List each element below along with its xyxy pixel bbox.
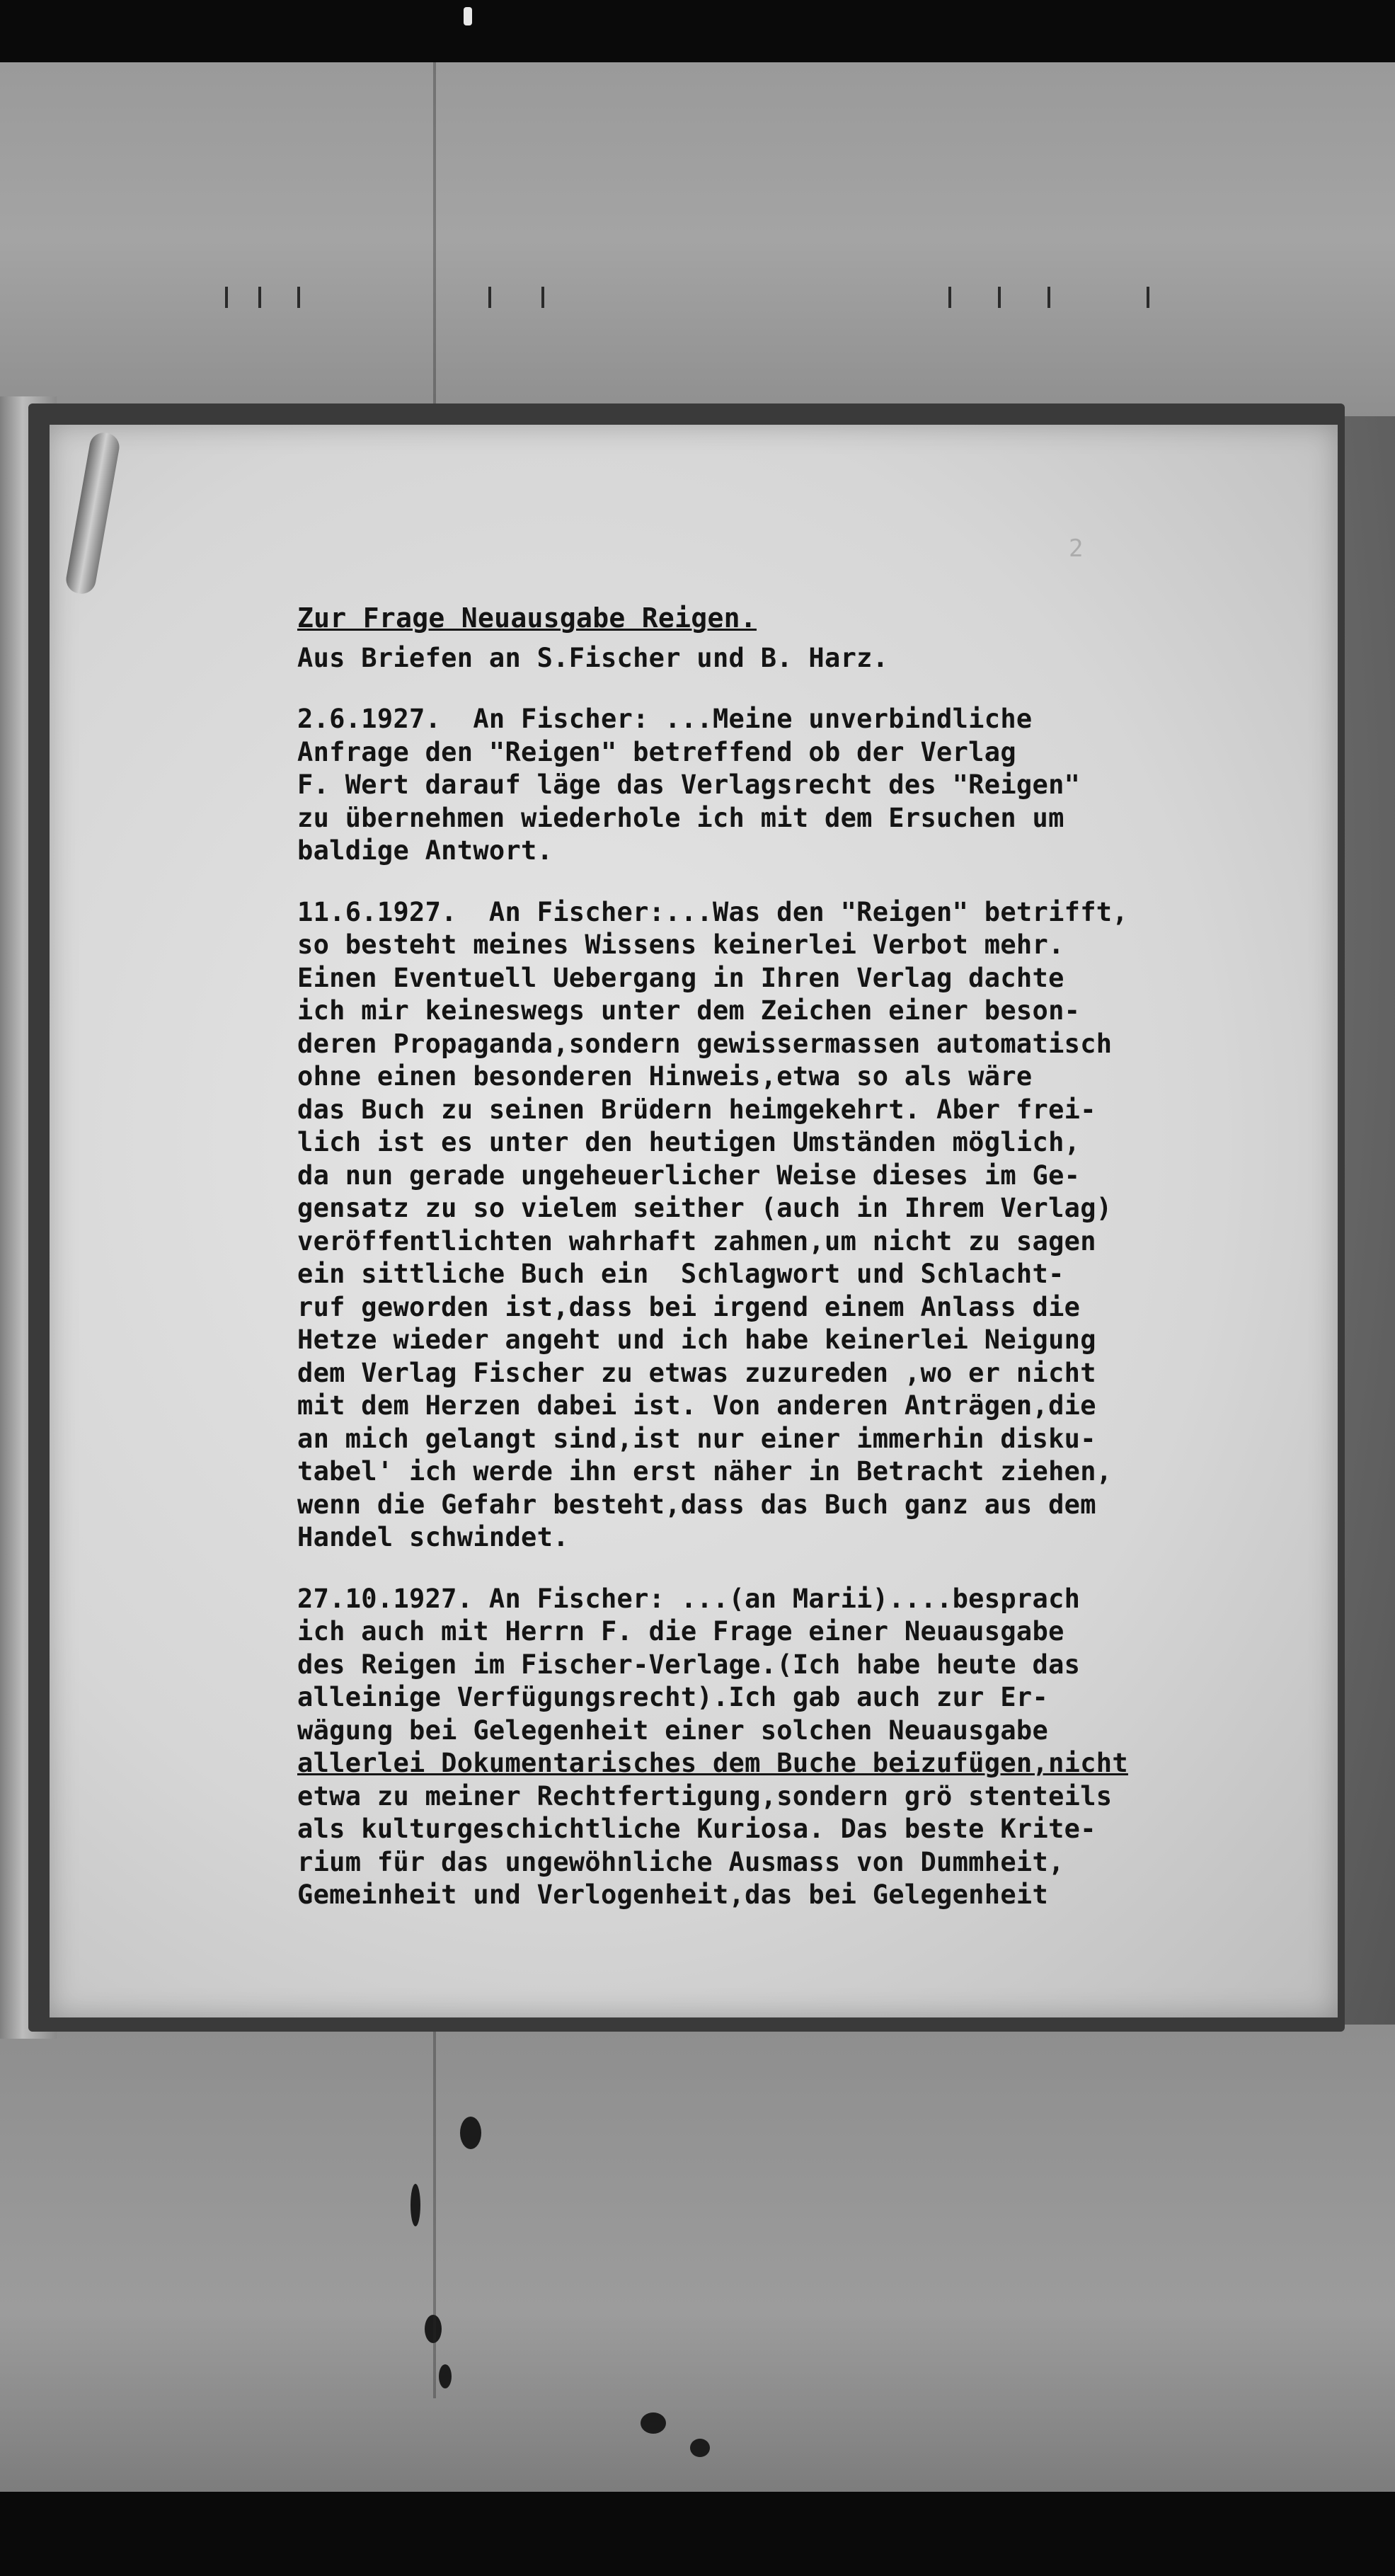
ink-stain bbox=[690, 2439, 710, 2457]
text-line: ich auch mit Herrn F. die Frage einer Neuausgabe bbox=[297, 1616, 1064, 1647]
text-line: alleinige Verfügungsrecht).Ich gab auch zur Er- bbox=[297, 1682, 1049, 1712]
text-line: deren Propaganda,sondern gewissermassen automatisch bbox=[297, 1028, 1113, 1059]
text-line: Gemeinheit und Verlogenheit,das bei Gelegenheit bbox=[297, 1879, 1049, 1910]
scan-mark bbox=[464, 7, 472, 25]
letter-entry-1 bbox=[297, 703, 1288, 868]
underlying-sheet-top bbox=[0, 62, 1395, 416]
text-line: allerlei Dokumentarisches dem Buche beizufügen,nicht bbox=[297, 1748, 1128, 1778]
ink-stain bbox=[411, 2184, 420, 2226]
text-line: ruf geworden ist,dass bei irgend einem Anlass die bbox=[297, 1291, 1081, 1322]
text-line: tabel' ich werde ihn erst näher in Betracht ziehen, bbox=[297, 1456, 1113, 1487]
text-line: veröffentlichten wahrhaft zahmen,um nicht zu sagen bbox=[297, 1225, 1096, 1256]
underlying-sheet-bottom bbox=[0, 2025, 1395, 2506]
sheet-mark bbox=[541, 287, 544, 308]
text-line: als kulturgeschichtliche Kuriosa. Das beste Krite- bbox=[297, 1814, 1096, 1844]
document-title: Zur Frage Neuausgabe Reigen. bbox=[297, 602, 757, 634]
text-line: zu übernehmen wiederhole ich mit dem Ersuchen um bbox=[297, 802, 1064, 833]
sheet-mark bbox=[297, 287, 300, 308]
text-line: 27.10.1927. An Fischer: ...(an Marii)....besprach bbox=[297, 1583, 1081, 1614]
document-body bbox=[297, 602, 1288, 1940]
ink-stain bbox=[460, 2117, 481, 2149]
text-line: gensatz zu so vielem seither (auch in Ihrem Verlag) bbox=[297, 1193, 1113, 1223]
text-line: Handel schwindet. bbox=[297, 1522, 569, 1552]
text-line: an mich gelangt sind,ist nur einer immerhin disku- bbox=[297, 1423, 1096, 1454]
sheet-mark bbox=[225, 287, 228, 308]
text-line: 11.6.1927. An Fischer:...Was den "Reigen" betrifft, bbox=[297, 896, 1128, 927]
text-line: lich ist es unter den heutigen Umständen möglich, bbox=[297, 1127, 1081, 1157]
text-line: Anfrage den "Reigen" betreffend ob der Verlag bbox=[297, 736, 1016, 767]
sheet-mark bbox=[488, 287, 491, 308]
sheet-mark bbox=[258, 287, 261, 308]
text-line: 2.6.1927. An Fischer: ...Meine unverbindliche bbox=[297, 704, 1033, 734]
text-line: mit dem Herzen dabei ist. Von anderen Anträgen,die bbox=[297, 1390, 1096, 1421]
letter-entry-2 bbox=[297, 896, 1288, 1555]
ink-stain bbox=[641, 2412, 666, 2434]
text-line: Hetze wieder angeht und ich habe keinerlei Neigung bbox=[297, 1324, 1096, 1355]
text-line: dem Verlag Fischer zu etwas zuzureden ,wo er nicht bbox=[297, 1357, 1096, 1388]
letter-entry-3 bbox=[297, 1583, 1288, 1912]
sheet-mark bbox=[948, 287, 951, 308]
text-line: da nun gerade ungeheuerlicher Weise dieses im Ge- bbox=[297, 1160, 1081, 1191]
text-line: ich mir keineswegs unter dem Zeichen einer beson- bbox=[297, 995, 1081, 1026]
text-line: F. Wert darauf läge das Verlagsrecht des "Reigen" bbox=[297, 769, 1081, 800]
text-line: baldige Antwort. bbox=[297, 835, 553, 866]
text-line: Einen Eventuell Uebergang in Ihren Verlag dachte bbox=[297, 962, 1064, 993]
scan-bottom-border bbox=[0, 2492, 1395, 2576]
text-line: des Reigen im Fischer-Verlage.(Ich habe heute das bbox=[297, 1649, 1081, 1680]
sheet-mark bbox=[1147, 287, 1149, 308]
sheet-mark bbox=[1047, 287, 1050, 308]
page-number: 2 bbox=[1069, 534, 1084, 563]
ink-stain bbox=[439, 2364, 452, 2388]
text-line: so besteht meines Wissens keinerlei Verbot mehr. bbox=[297, 929, 1064, 960]
text-line: wägung bei Gelegenheit einer solchen Neuausgabe bbox=[297, 1715, 1049, 1746]
document-subtitle: Aus Briefen an S.Fischer und B. Harz. bbox=[297, 642, 889, 673]
text-line: das Buch zu seinen Brüdern heimgekehrt. Aber frei- bbox=[297, 1094, 1096, 1125]
text-line: ein sittliche Buch ein Schlagwort und Schlacht- bbox=[297, 1259, 1064, 1289]
text-line: wenn die Gefahr besteht,dass das Buch ganz aus dem bbox=[297, 1489, 1096, 1520]
text-line: etwa zu meiner Rechtfertigung,sondern grö stenteils bbox=[297, 1780, 1113, 1811]
sheet-mark bbox=[998, 287, 1001, 308]
text-line: ohne einen besonderen Hinweis,etwa so als wäre bbox=[297, 1061, 1033, 1092]
text-line: rium für das ungewöhnliche Ausmass von Dummheit, bbox=[297, 1846, 1064, 1877]
